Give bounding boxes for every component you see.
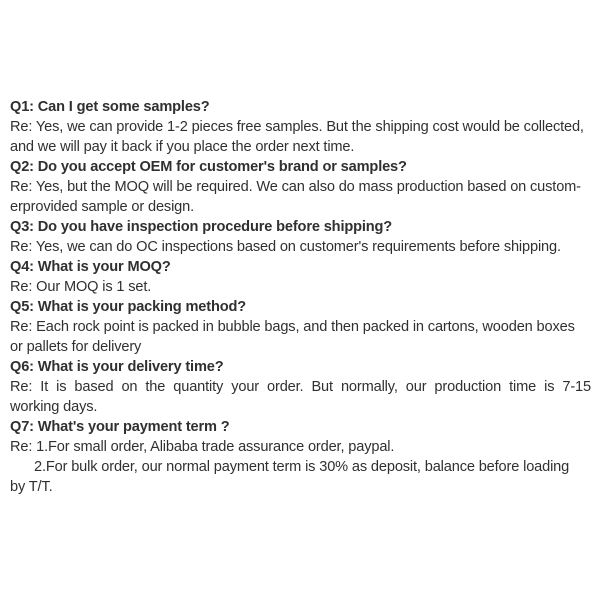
faq-q6-answer-line-1: Re: It is based on the quantity your order. But normally, our production time is 7-15 <box>10 379 591 395</box>
faq-q5-answer-line-2: or pallets for delivery <box>10 339 142 355</box>
faq-q1-question: Q1: Can I get some samples? <box>10 99 210 115</box>
faq-q1-answer-line-2: and we will pay it back if you place the order next time. <box>10 139 355 155</box>
faq-q7-answer-line-2: 2.For bulk order, our normal payment term is 30% as deposit, balance before loading <box>34 459 570 475</box>
faq-q3-answer-line-1: Re: Yes, we can do OC inspections based on customer's requirements before shipping. <box>10 239 561 255</box>
faq-q7-question: Q7: What's your payment term ? <box>10 419 230 435</box>
faq-q6-answer-line-2: working days. <box>10 399 98 415</box>
faq-q2-answer-line-2: erprovided sample or design. <box>10 199 195 215</box>
faq-q7-answer-line-1: Re: 1.For small order, Alibaba trade assurance order, paypal. <box>10 439 395 455</box>
faq-text-block <box>10 97 591 497</box>
faq-q4-answer-line-1: Re: Our MOQ is 1 set. <box>10 279 152 295</box>
faq-q2-question: Q2: Do you accept OEM for customer's brand or samples? <box>10 159 407 175</box>
faq-q3-question: Q3: Do you have inspection procedure before shipping? <box>10 219 393 235</box>
faq-q5-question: Q5: What is your packing method? <box>10 299 247 315</box>
faq-q7-answer-line-3: by T/T. <box>10 479 53 495</box>
faq-q5-answer-line-1: Re: Each rock point is packed in bubble bags, and then packed in cartons, wooden boxes <box>10 319 575 335</box>
faq-q4-question: Q4: What is your MOQ? <box>10 259 171 275</box>
faq-q1-answer-line-1: Re: Yes, we can provide 1-2 pieces free samples. But the shipping cost would be collected, <box>10 119 584 135</box>
faq-q6-question: Q6: What is your delivery time? <box>10 359 224 375</box>
faq-q2-answer-line-1: Re: Yes, but the MOQ will be required. We can also do mass production based on custom- <box>10 179 581 195</box>
